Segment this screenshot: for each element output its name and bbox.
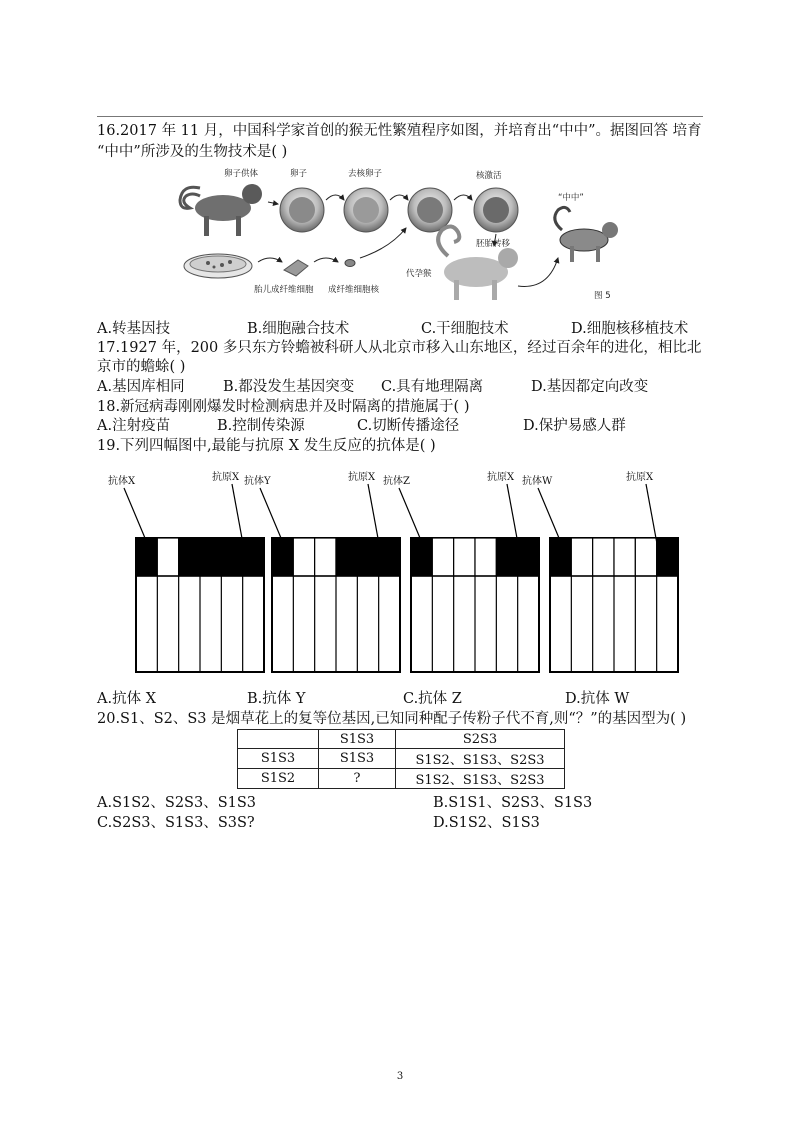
q19-option-b[interactable]: B.抗体 Y	[247, 691, 306, 707]
table-cell: S1S3	[238, 749, 319, 769]
arrow-icon	[268, 202, 278, 204]
binding-site-cell	[221, 538, 242, 576]
q16-option-b[interactable]: B.细胞融合技术	[247, 321, 350, 337]
label-donor: 卵子供体	[224, 169, 259, 179]
binding-site-cell	[293, 538, 314, 576]
q20-option-c[interactable]: C.S2S3、S1S3、S3S?	[97, 815, 255, 831]
table-cell: S1S2、S1S3、S2S3	[396, 769, 565, 789]
monkey-cloning-diagram	[178, 166, 618, 316]
binding-site-cell	[432, 538, 453, 576]
q16-option-c[interactable]: C.干细胞技术	[421, 321, 509, 337]
antigen-label: 抗原X	[212, 472, 240, 483]
antibody-label: 抗体Y	[244, 476, 271, 487]
nucleus-icon	[345, 260, 355, 267]
binding-site-cell	[454, 538, 475, 576]
q20-option-a[interactable]: A.S1S2、S2S3、S1S3	[97, 795, 257, 811]
binding-site-cell	[411, 538, 432, 576]
arrow-icon	[390, 195, 408, 200]
reconstructed-egg-icon	[408, 188, 452, 232]
q16-stem-line2: “中中”所涉及的生物技术是( )	[97, 144, 288, 160]
q16-stem-line1: 16.2017 年 11 月，中国科学家首创的猴无性繁殖程序如图，并培育出“中中”。据图回答 培育	[97, 123, 702, 139]
q17-stem-line1: 17.1927 年，200 多只东方铃蟾被科研人从北京市移入山东地区，经过百余年的进化，相比北	[97, 340, 702, 356]
q20-option-b[interactable]: B.S1S1、S2S3、S1S3	[433, 795, 593, 811]
label-fetal-cell: 胎儿成纤维细胞	[254, 285, 314, 295]
q20-stem: 20.S1、S2、S3 是烟草花上的复等位基因,已知同种配子传粉子代不育,则“？”的基因型为( )	[97, 711, 687, 727]
table-row	[238, 730, 565, 749]
egg-cell-icon	[280, 188, 324, 232]
binding-site-cell	[475, 538, 496, 576]
antigen-label: 抗原X	[348, 472, 376, 483]
genotype-table	[237, 729, 565, 789]
antigen-label: 抗原X	[626, 472, 654, 483]
surrogate-monkey-icon	[438, 226, 518, 300]
q18-option-a[interactable]: A.注射疫苗	[97, 418, 171, 434]
binding-site-cell	[357, 538, 378, 576]
table-cell: S1S3	[319, 749, 396, 769]
pointer-line	[538, 488, 561, 542]
antibody-label: 抗体Z	[383, 476, 410, 487]
table-row	[238, 769, 565, 789]
binding-site-cell	[496, 538, 517, 576]
binding-site-cell	[518, 538, 539, 576]
enucleated-egg-icon	[344, 188, 388, 232]
q19-option-c[interactable]: C.抗体 Z	[403, 691, 462, 707]
petri-dish-icon	[184, 254, 252, 278]
header-rule	[97, 116, 703, 117]
pointer-line	[399, 488, 422, 542]
activated-egg-icon	[474, 188, 518, 232]
q17-option-d[interactable]: D.基因都定向改变	[531, 379, 649, 395]
label-egg: 卵子	[290, 169, 308, 179]
label-enucleated: 去核卵子	[348, 169, 383, 179]
label-transfer: 胚胎转移	[476, 239, 511, 249]
q16-option-d[interactable]: D.细胞核移植技术	[571, 321, 689, 337]
antibody-label: 抗体W	[522, 476, 553, 487]
arrow-icon	[258, 258, 282, 262]
binding-site-cell	[379, 538, 400, 576]
table-cell	[238, 730, 319, 749]
page-number: 3	[396, 1071, 404, 1082]
arrow-icon	[360, 228, 406, 258]
antibody-antigen-diagram	[100, 462, 700, 692]
pointer-line	[368, 484, 379, 542]
table-cell: ?	[319, 769, 396, 789]
antibody-label: 抗体X	[108, 476, 136, 487]
q17-stem-line2: 京市的蟾蜍( )	[97, 359, 186, 375]
arrow-icon	[454, 195, 472, 200]
table-cell: S1S2	[238, 769, 319, 789]
table-cell: S1S3	[319, 730, 396, 749]
binding-site-cell	[635, 538, 656, 576]
binding-site-cell	[614, 538, 635, 576]
table-row	[238, 749, 565, 769]
arrow-icon	[326, 195, 344, 200]
pointer-line	[124, 488, 147, 542]
table-cell: S1S2、S1S3、S2S3	[396, 749, 565, 769]
q18-stem: 18.新冠病毒刚刚爆发时检测病患并及时隔离的措施属于( )	[97, 399, 470, 415]
q18-option-c[interactable]: C.切断传播途径	[357, 418, 460, 434]
label-zhongzhong: “中中”	[558, 193, 584, 203]
binding-site-cell	[571, 538, 592, 576]
table-cell: S2S3	[396, 730, 565, 749]
binding-site-cell	[657, 538, 678, 576]
q18-option-b[interactable]: B.控制传染源	[217, 418, 305, 434]
label-fig-no: 图 5	[594, 291, 611, 301]
arrow-icon	[314, 258, 338, 262]
fibroblast-cell-icon	[284, 260, 308, 276]
binding-site-cell	[336, 538, 357, 576]
binding-site-cell	[157, 538, 178, 576]
binding-site-cell	[272, 538, 293, 576]
cloned-monkey-icon	[555, 207, 618, 262]
binding-site-cell	[179, 538, 200, 576]
label-nucleus: 成纤维细胞核	[328, 285, 380, 295]
q17-option-b[interactable]: B.都没发生基因突变	[223, 379, 355, 395]
pointer-line	[260, 488, 283, 542]
binding-site-cell	[550, 538, 571, 576]
binding-site-cell	[243, 538, 264, 576]
q16-option-a[interactable]: A.转基因技	[97, 321, 171, 337]
donor-monkey-icon	[180, 184, 262, 236]
q19-option-d[interactable]: D.抗体 W	[565, 691, 630, 707]
q17-option-a[interactable]: A.基因库相同	[97, 379, 185, 395]
pointer-line	[646, 484, 657, 542]
q17-option-c[interactable]: C.具有地理隔离	[381, 379, 484, 395]
pointer-line	[232, 484, 243, 542]
q20-option-d[interactable]: D.S1S2、S1S3	[433, 815, 540, 831]
binding-site-cell	[136, 538, 157, 576]
antigen-label: 抗原X	[487, 472, 515, 483]
q19-stem: 19.下列四幅图中,最能与抗原 X 发生反应的抗体是( )	[97, 438, 436, 454]
label-activation: 核激活	[476, 171, 502, 181]
pointer-line	[507, 484, 518, 542]
arrow-icon	[518, 258, 558, 286]
binding-site-cell	[200, 538, 221, 576]
binding-site-cell	[315, 538, 336, 576]
binding-site-cell	[593, 538, 614, 576]
q19-option-a[interactable]: A.抗体 X	[97, 691, 157, 707]
label-surrogate: 代孕猴	[406, 269, 432, 279]
q18-option-d[interactable]: D.保护易感人群	[523, 418, 626, 434]
